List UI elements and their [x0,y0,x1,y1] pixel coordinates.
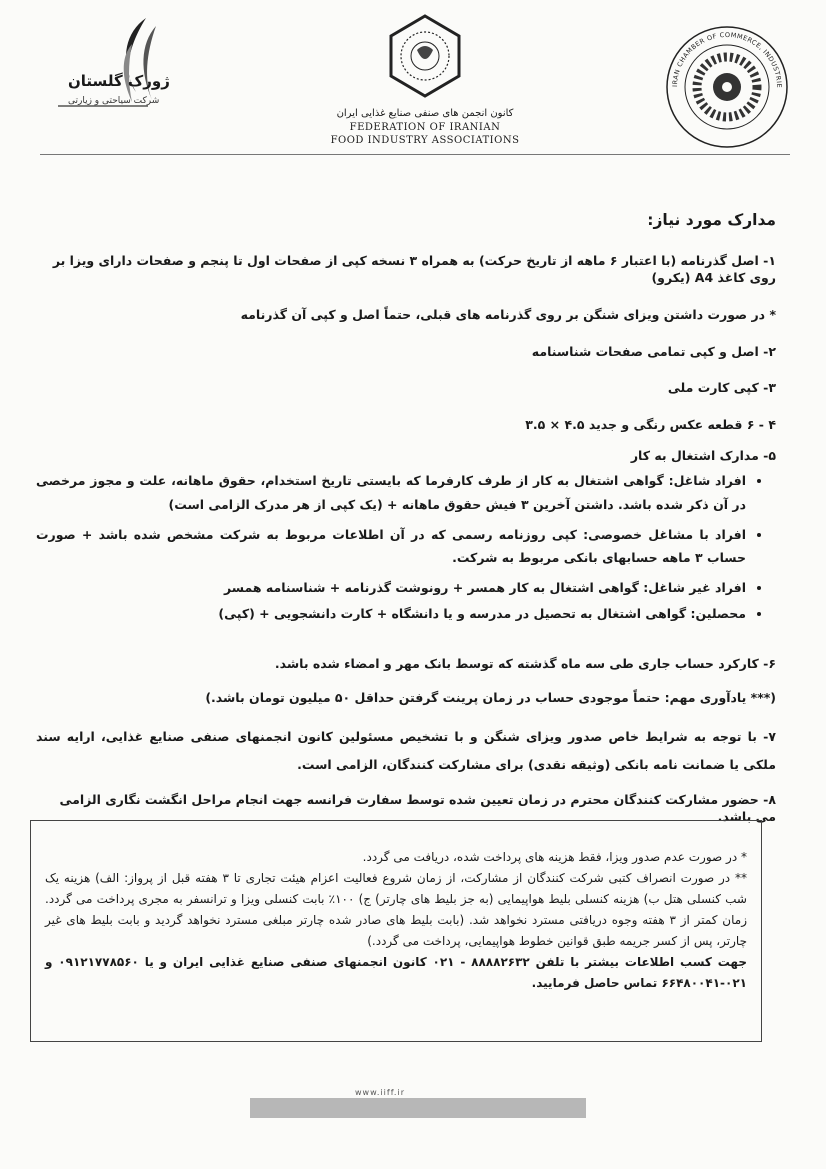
company-subtitle: شرکت سیاحتی و زیارتی [68,96,160,106]
footer-bar [250,1098,586,1118]
federation-en-name-2: FOOD INDUSTRY ASSOCIATIONS [330,135,520,146]
company-logo [28,14,168,124]
item-3: ۳- کپی کارت ملی [667,380,776,396]
item-6: ۶- کارکرد حساب جاری طی سه ماه گذشته که توسط بانک مهر و امضاء شده باشد. [274,655,776,671]
item-7: ۷- با توجه به شرایط خاص صدور ویزای شنگن و با تشخیص مسئولین کانون انجمنهای صنفی صنایع غذایی، ارایه سند ملکی یا ضمانت نامه بانکی (وثیقه نقدی) برای مشارکت کنندگان، الزامی است. [36,729,776,772]
federation-logo [310,12,540,147]
header-divider [40,154,790,155]
list-item: • افراد غیر شاغل: گواهی اشتغال به کار همسر + رونوشت گذرنامه + شناسنامه همسر [36,576,746,600]
list-item: • افراد شاغل: گواهی اشتغال به کار از طرف کارفرما که بایستی تاریخ استخدام، حقوق ماهانه، علت و مجوز مرخصی در آن ذکر شده باشد. داشتن آخرین ۳ فیش حقوق ماهانه + (یک کپی از هر مدرک الزامی است) [36,469,746,517]
footer-url: www.iiff.ir [355,1088,405,1097]
item-6-note: (*** یادآوری مهم: حتماً موجودی حساب در زمان پرینت گرفتن حداقل ۵۰ میلیون تومان باشد.) [205,690,776,706]
notice-box [30,820,762,1042]
item-1: ۱- اصل گذرنامه (با اعتبار ۶ ماهه از تاریخ حرکت) به همراه ۳ نسخه کپی از صفحات اول تا پنجم و صفحات دارای ویزا بر روی کاغذ A4 (یکرو) [52,252,776,285]
employment-docs-list [36,469,746,626]
list-item: • محصلین: گواهی اشتغال به تحصیل در مدرسه و یا دانشگاه + کارت دانشجویی + (کپی) [36,602,746,626]
item-5: ۵- مدارک اشتغال به کار [630,448,776,464]
company-name: ژورک گلستان [68,72,170,90]
hexagon-emblem-icon [385,12,465,102]
page-title: مدارک مورد نیاز: [647,211,776,229]
notice-line-2: ** در صورت انصراف کتبی شرکت کنندگان از مشارکت، از زمان شروع فعالیت اعزام هیئت تجاری تا ۳ هفته قبل از پرواز: الف) هزینه یک شب کنسلی هتل ب) هزینه کنسلی بلیط هواپیمایی (به جز بلیط های چارتر) ج) ۱۰۰٪ بابت کنسلی ویزا و ترانسفر به مجری پرداخت می گردد. زمان کمتر از ۳ هفته وجوه دریافتی مسترد نخواهد شد. (بابت بلیط های صادر شده چارتر مبلغی مسترد نخواهد گردید و بابت بلیط های غیر چارتر، پس از کسر جریمه طبق قوانین خطوط هواپیمایی، پرداخت می گردد.) [45,871,747,948]
contact-info: جهت کسب اطلاعات بیشتر با تلفن ۸۸۸۸۲۶۳۲ - ۰۲۱ کانون انجمنهای صنفی صنایع غذایی ایران و یا ۰۹۱۲۱۷۷۸۵۶۰ و ۰۲۱-۶۶۴۸۰۰۴۱ تماس حاصل فرمایید. [45,955,747,990]
item-1-note: * در صورت داشتن ویزای شنگن بر روی گذرنامه های قبلی، حتماً اصل و کپی آن گذرنامه [240,306,776,322]
list-item: • افراد با مشاغل خصوصی: کپی روزنامه رسمی که در آن اطلاعات مربوط به شرکت مشخص شده باشد + صورت حساب ۳ ماهه حسابهای بانکی مربوط به شرکت. [36,523,746,571]
federation-en-name-1: FEDERATION OF IRANIAN [349,122,501,133]
chamber-seal-icon [662,22,792,152]
item-4: ۴ - ۶ قطعه عکس رنگی و جدید ۴.۵ × ۳.۵ [525,417,776,433]
chamber-label: IRAN CHAMBER OF COMMERCE, INDUSTRIE [670,30,784,89]
letterhead [0,0,826,160]
item-2: ۲- اصل و کپی تمامی صفحات شناسنامه [531,343,776,359]
notice-line-1: * در صورت عدم صدور ویزا، فقط هزینه های پرداخت شده، دریافت می گردد. [362,850,747,864]
item-8: ۸- حضور مشارکت کنندگان محترم در زمان تعیین شده توسط سفارت فرانسه جهت انجام مراحل انگشت نگاری الزامی می باشد. [59,792,776,825]
requirements-section [36,210,776,826]
chamber-logo [662,22,792,152]
flame-logo-icon [28,14,168,124]
federation-fa-name: کانون انجمن های صنفی صنایع غذایی ایران [336,108,514,119]
